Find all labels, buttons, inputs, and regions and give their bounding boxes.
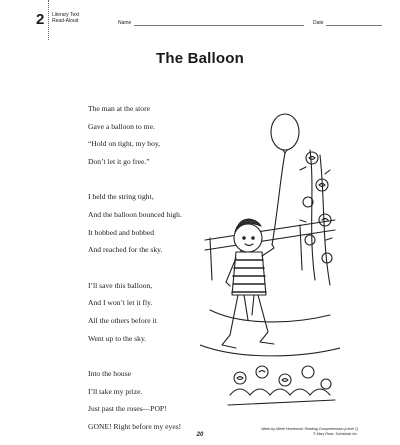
name-label: Name [118, 20, 132, 26]
poem-line: It bobbed and bobbed [88, 227, 155, 237]
poem-line: The man at the store [88, 104, 150, 113]
rose-bush-bottom [228, 366, 335, 405]
poem-line: And reached for the sky. [88, 245, 163, 255]
poem-line: “Hold on tight, my boy, [88, 139, 161, 149]
name-field-line[interactable] [134, 25, 304, 26]
walkway-edge [210, 310, 330, 322]
poem-line: GONE! Right before my eyes! [88, 421, 182, 431]
lesson-number: 2 [36, 11, 45, 28]
page-number: 20 [196, 432, 204, 438]
poem-line: I held the string tight, [88, 192, 154, 202]
fence [205, 220, 335, 280]
poem-line: Don’t let it go free.” [88, 156, 150, 166]
poem-line: And the balloon bounced high. [88, 209, 182, 219]
lesson-type [52, 12, 79, 24]
poem-line: Gave a balloon to me. [88, 121, 155, 131]
poem-line: I’ll take my prize. [88, 386, 143, 396]
credits [261, 427, 358, 436]
poem-line: All the others before it [88, 315, 157, 325]
date-field-line[interactable] [326, 25, 382, 26]
poem-line: Into the house [88, 369, 132, 379]
boy-with-balloon-illustration [200, 110, 340, 410]
lesson-type-line-1: Literary Text [52, 12, 80, 18]
lesson-type-line-2: Read-Aloud [52, 18, 79, 24]
poem-line: Just past the roses—POP! [88, 404, 167, 414]
date-label: Date [313, 20, 324, 26]
rose-bush-right [300, 150, 332, 285]
credits-line-2: © Mary Rose, Scholastic Inc. [313, 431, 358, 436]
poem-line: I’ll save this balloon, [88, 280, 153, 290]
balloon-shape [271, 114, 299, 150]
poem-title: The Balloon [155, 50, 245, 67]
balloon-string [272, 153, 285, 245]
margin-dotted-line [48, 0, 49, 40]
boy-figure [222, 219, 274, 348]
poem-line: And I won’t let it fly. [88, 298, 153, 308]
poem-line: Went up to the sky. [88, 333, 147, 343]
credits-line-1: Week-by-Week Homework: Reading Comprehension (Level 1) [261, 427, 358, 431]
